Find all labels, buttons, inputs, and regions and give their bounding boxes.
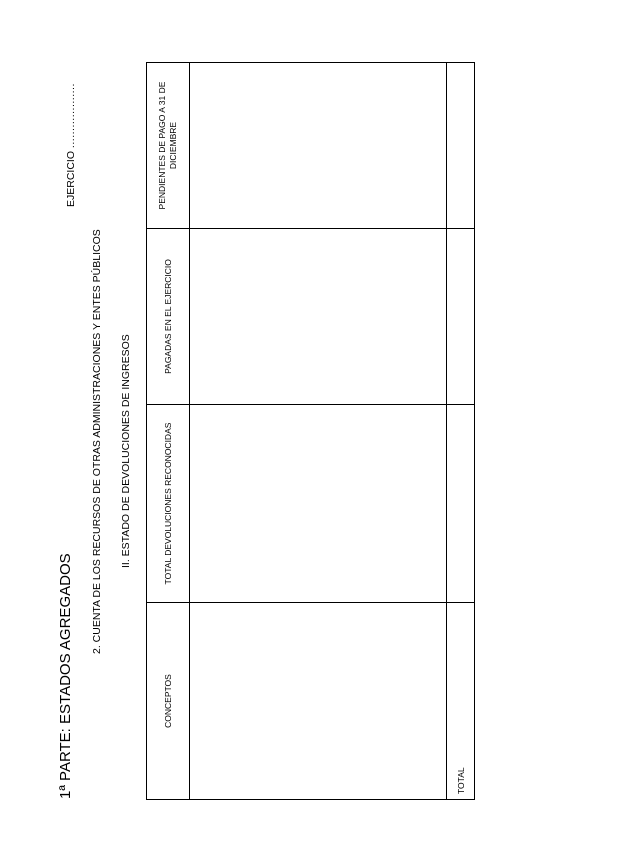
cell-conceptos	[190, 603, 447, 800]
table-total-row	[447, 63, 475, 800]
table-body-row	[190, 63, 447, 800]
part-title: 1ª PARTE: ESTADOS AGREGADOS	[57, 553, 74, 799]
header-total-devoluciones: TOTAL DEVOLUCIONES RECONOCIDAS	[147, 405, 190, 603]
ejercicio-value: ...................	[65, 83, 77, 149]
total-label: TOTAL	[447, 603, 475, 800]
ejercicio-label: EJERCICIO	[65, 150, 77, 207]
total-cell-pendientes	[447, 63, 475, 229]
section-subtitle: 2. CUENTA DE LOS RECURSOS DE OTRAS ADMINISTRACIONES Y ENTES PÚBLICOS	[91, 229, 103, 654]
table-header-row	[147, 63, 190, 800]
devoluciones-table	[146, 62, 475, 800]
cell-pagadas	[190, 229, 447, 405]
cell-total-devoluciones	[190, 405, 447, 603]
cell-pendientes	[190, 63, 447, 229]
total-cell-devoluciones	[447, 405, 475, 603]
ejercicio-field	[65, 83, 77, 207]
header-pendientes: PENDIENTES DE PAGO A 31 DE DICIEMBRE	[147, 63, 190, 229]
total-cell-pagadas	[447, 229, 475, 405]
header-pagadas: PAGADAS EN EL EJERCICIO	[147, 229, 190, 405]
header-conceptos: CONCEPTOS	[147, 603, 190, 800]
statement-subtitle: II. ESTADO DE DEVOLUCIONES DE INGRESOS	[120, 334, 132, 568]
